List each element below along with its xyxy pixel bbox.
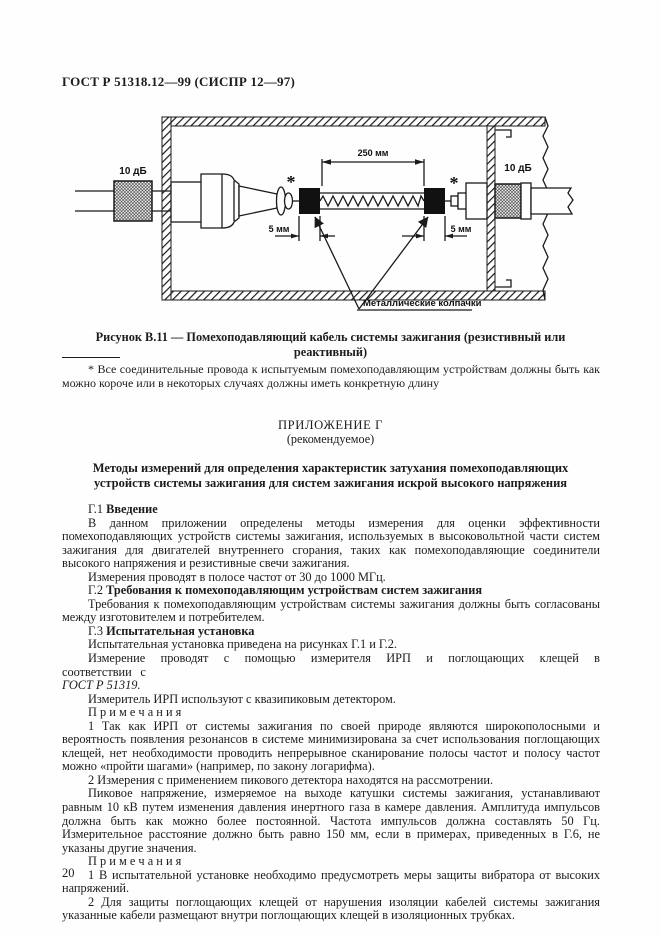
- figure-caption: Рисунок В.11 — Помехоподавляющий кабель системы зажигания (резистивный или реактивный): [95, 330, 566, 359]
- note: 2 Измерения с применением пикового детектора находятся на рассмотрении.: [88, 772, 494, 787]
- dimension-250mm: [322, 148, 424, 186]
- paragraph: Измеритель ИРП используют с квазипиковым детектором.: [88, 691, 396, 706]
- resistive-wire-zigzag: [320, 196, 424, 206]
- right-attenuator-label: 10 дБ: [504, 163, 532, 174]
- section-number: Г.3: [88, 623, 104, 638]
- figure-diagram: [72, 104, 617, 322]
- metal-cap-left: [299, 188, 320, 214]
- section-number: Г.2: [88, 583, 104, 598]
- section-heading-g3: [62, 625, 600, 639]
- appendix-label: ПРИЛОЖЕНИЕ Г: [277, 418, 383, 432]
- spark-plug-connector: [171, 174, 299, 228]
- section-heading-g1: [62, 503, 600, 517]
- paragraph: Требования к помехоподавляющим устройствам системы зажигания должны быть согласованы между изготовителем и потребителем.: [62, 596, 600, 625]
- gost-reference: ГОСТ Р 51319.: [62, 678, 141, 693]
- paragraph-text: Измерение проводят с помощью измерителя ИРП и поглощающих клещей в соответствии с: [62, 651, 600, 679]
- section-title: Требования к помехоподавляющим устройствам систем зажигания: [106, 583, 483, 598]
- section-title: Введение: [106, 502, 158, 516]
- paragraph: В данном приложении определены методы измерения для оценки эффективности помехоподавляющих устройств системы зажигания, используемых в высоковольтной части систем зажигания для двигателей внутреннего сгорания, таких как помехоподавляющие соединители высокого напряжения и резистивные свечи зажигания.: [62, 515, 600, 571]
- note: 1 В испытательной установке необходимо предусмотреть меры защиты вибратора от высоких напряжений.: [62, 867, 600, 896]
- appendix-type: (рекомендуемое): [286, 432, 375, 446]
- caps-callout-label: Металлические колпачки: [363, 298, 482, 309]
- footnote-rule: [62, 357, 120, 358]
- paragraph: Пиковое напряжение, измеряемое на выходе катушки системы зажигания, устанавливают равным 10 кВ путем изменения давления инертного газа в камере давления. Амплитуда импульсов должна быть как можно более постоянной. Частота импульсов должна составлять 50 Гц. Измерительное расстояние должно быть равно 150 мм, если в примерах, приведенных в Г.6, не указаны другие значения.: [62, 786, 600, 855]
- paragraph: Измерения проводят в полосе частот от 30 до 1000 МГц.: [88, 569, 386, 584]
- page-number: 20: [62, 866, 75, 880]
- dim-5-left-label: 5 мм: [268, 224, 290, 234]
- dim-5-right-label: 5 мм: [450, 224, 472, 234]
- output-cable: [531, 188, 573, 214]
- metal-cap-right: [424, 188, 445, 214]
- paragraph: Испытательная установка приведена на рисунках Г.1 и Г.2.: [88, 637, 398, 652]
- paragraph-with-reference: [62, 652, 600, 693]
- appendix-title: Методы измерений для определения характеристик затухания помехоподавляющих устройств системы зажигания для систем зажигания искрой высокого напряжения: [92, 461, 569, 490]
- section-title: Испытательная установка: [106, 623, 255, 638]
- right-attenuator-assembly: [445, 163, 573, 219]
- document-header: ГОСТ Р 51318.12—99 (СИСПР 12—97): [62, 74, 295, 89]
- asterisk-right: *: [449, 173, 459, 193]
- notes-label: П р и м е ч а н и я: [88, 705, 182, 720]
- dim-250-label: 250 мм: [357, 148, 389, 158]
- section-heading-g2: [62, 584, 600, 598]
- left-attenuator-label: 10 дБ: [119, 166, 147, 177]
- notes-label: П р и м е ч а н и я: [88, 854, 182, 869]
- resistive-cable: [287, 172, 459, 214]
- asterisk-left: *: [286, 172, 296, 192]
- section-number: Г.1: [88, 502, 104, 516]
- note: 1 Так как ИРП от системы зажигания по своей природе являются широкополосными и вероятность появления резонансов в системе минимизирована за счет использования поглощающих клещей, нет необходимости проводить непрерывное сканирование полосы частот и полосу частот можно «пройти шагами» (например, по закону логарифма).: [62, 718, 600, 774]
- left-attenuator: [114, 166, 152, 221]
- footnote-text: * Все соединительные провода к испытуемым помехоподавляющим устройствам должны быть как можно короче или в некоторых случаях должны иметь конкретную длину: [62, 362, 600, 390]
- note: 2 Для защиты поглощающих клещей от нарушения изоляции кабелей системы зажигания указанные кабели размещают внутри поглощающих клещей в изоляционных трубках.: [62, 894, 600, 923]
- appendix-body: [62, 503, 600, 923]
